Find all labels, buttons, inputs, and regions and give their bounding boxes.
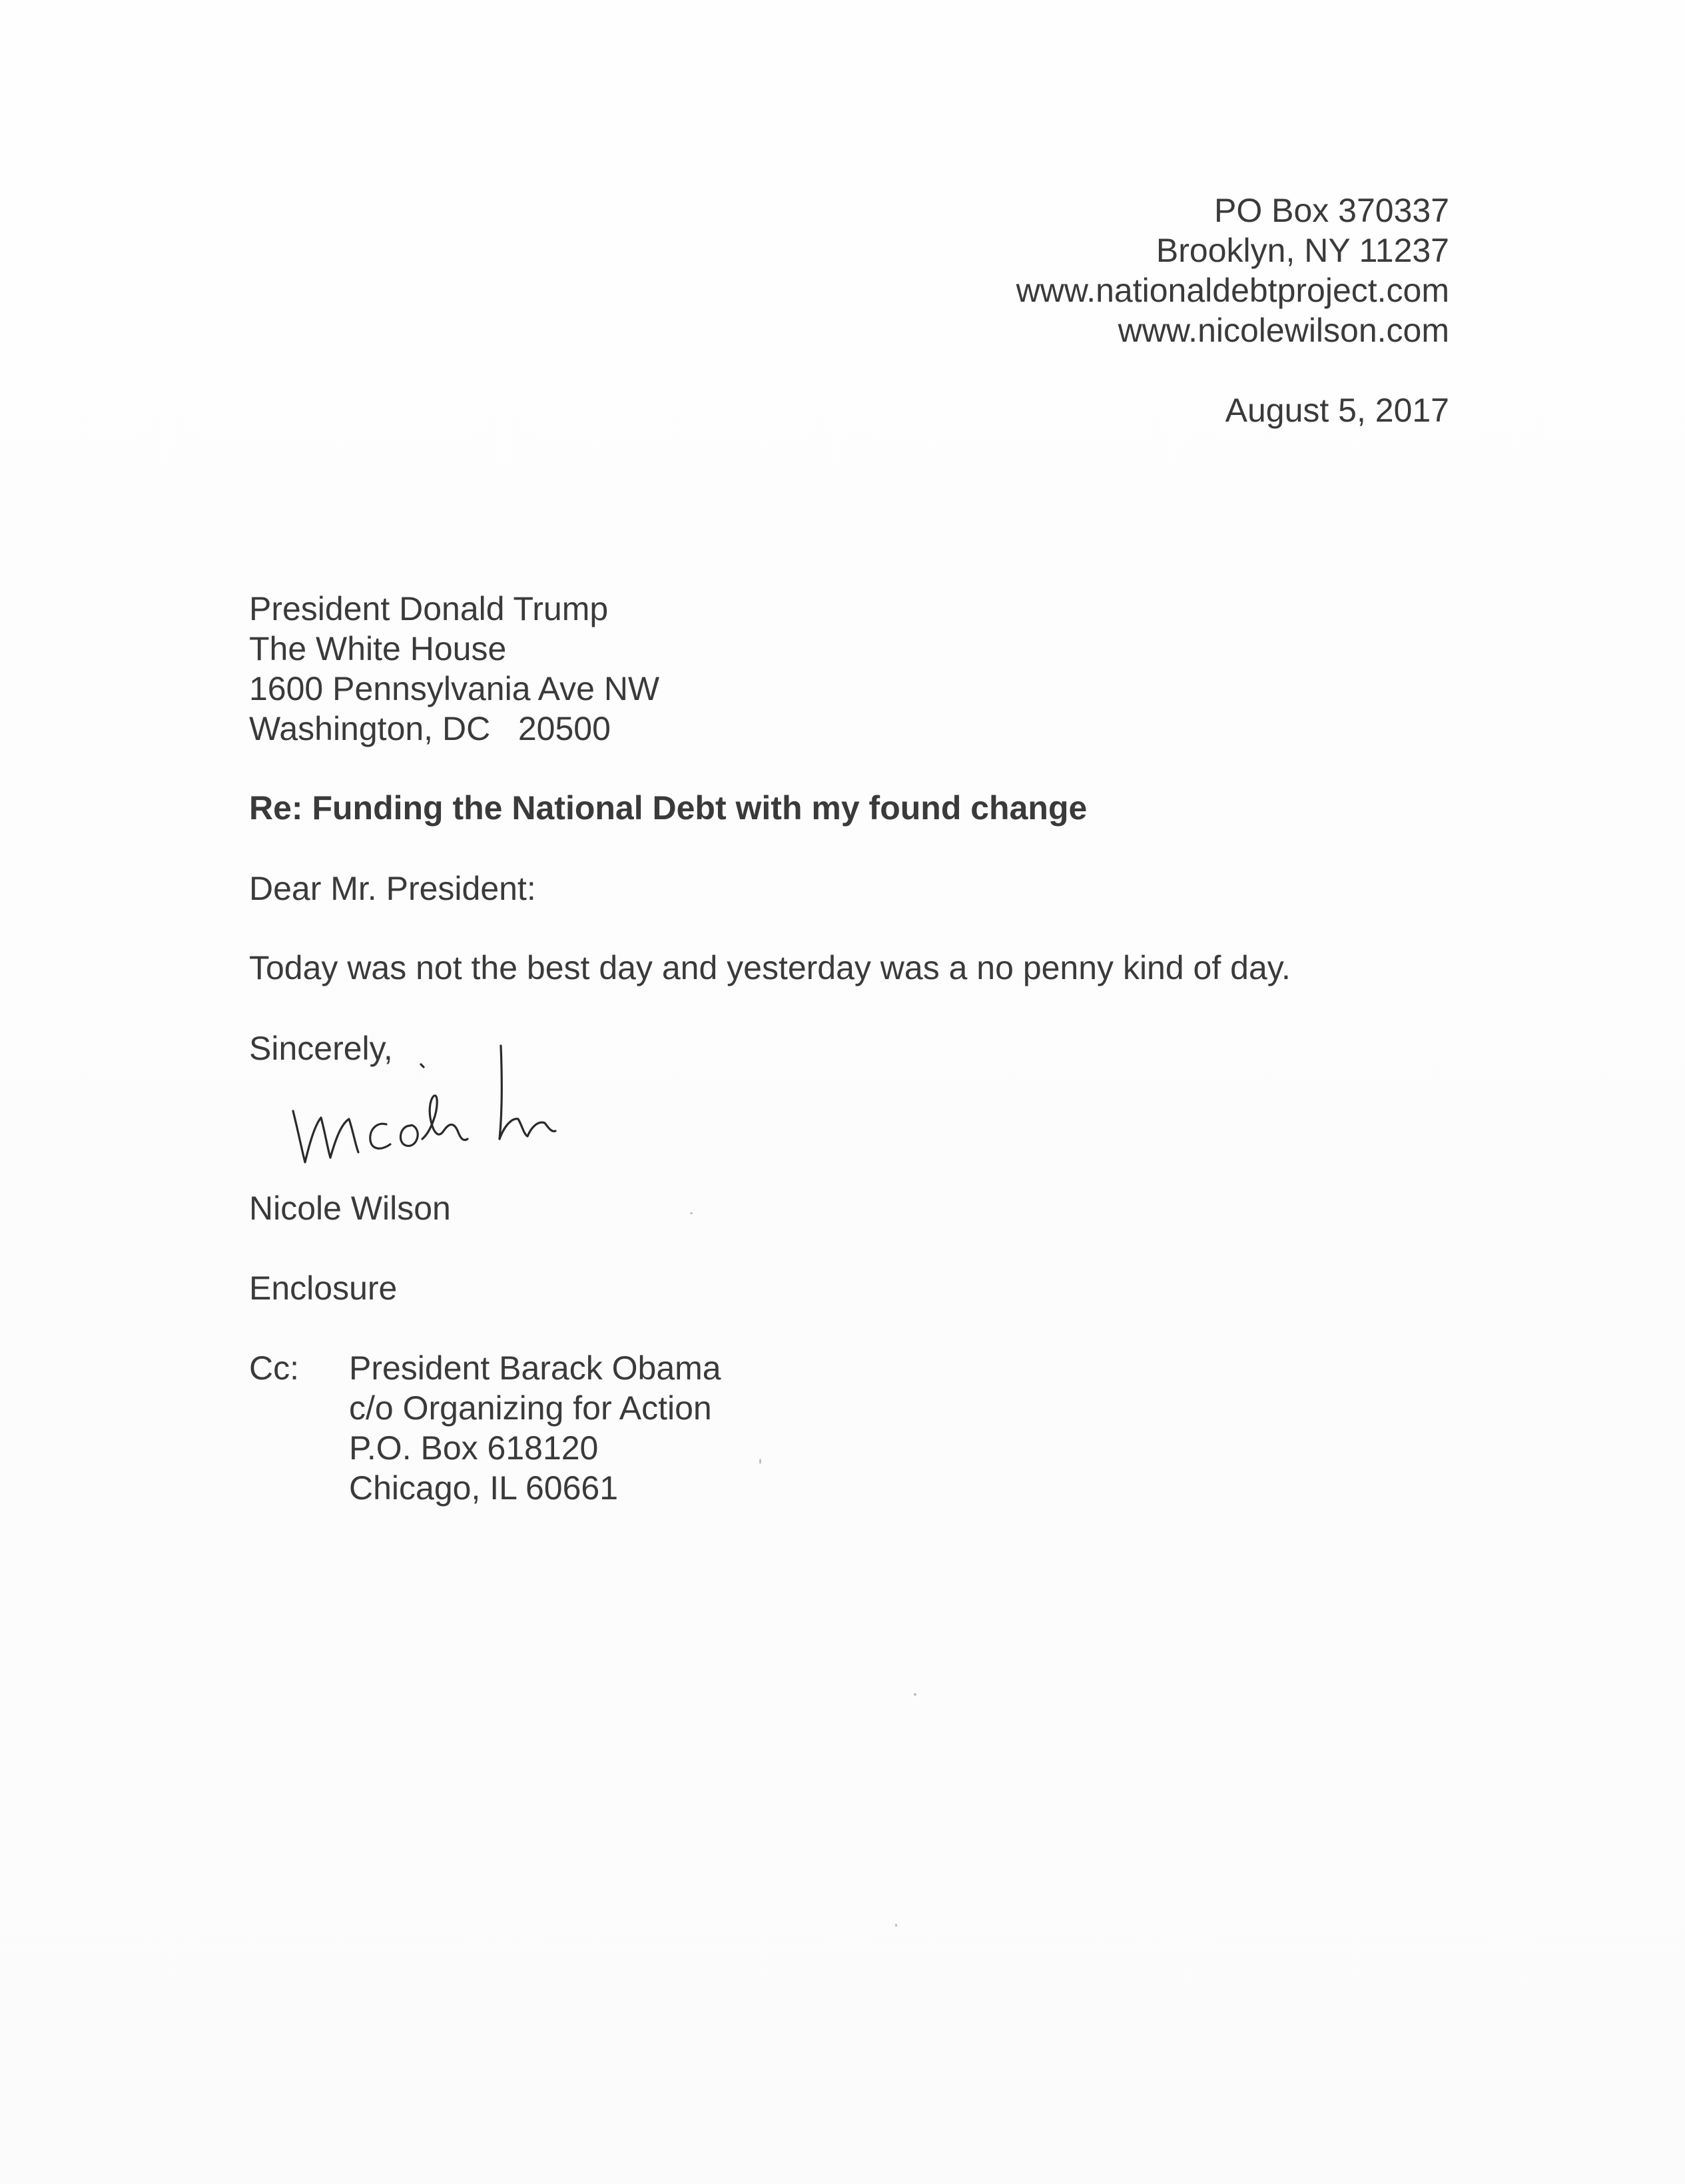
cc-line-3: P.O. Box 618120 (349, 1429, 599, 1467)
handwritten-signature (280, 1039, 626, 1186)
recipient-line-3: 1600 Pennsylvania Ave NW (249, 670, 660, 707)
cc-line-4: Chicago, IL 60661 (349, 1469, 619, 1507)
scan-speck (759, 1459, 761, 1464)
letter-date: August 5, 2017 (1225, 392, 1449, 429)
signer-name: Nicole Wilson (249, 1190, 451, 1227)
cc-address (349, 1348, 721, 1508)
scan-speck (914, 1693, 916, 1696)
enclosure-note: Enclosure (249, 1270, 398, 1307)
subject-line: Re: Funding the National Debt with my found change (249, 789, 1088, 827)
salutation: Dear Mr. President: (249, 870, 536, 907)
scan-speck (895, 1924, 897, 1927)
scan-speck (690, 1212, 693, 1214)
cc-label: Cc: (249, 1349, 299, 1387)
recipient-line-4: Washington, DC 20500 (249, 710, 611, 747)
recipient-address (249, 589, 659, 749)
cc-line-2: c/o Organizing for Action (349, 1389, 712, 1427)
recipient-line-2: The White House (249, 630, 507, 667)
sender-website-2: www.nicolewilson.com (1118, 312, 1449, 349)
recipient-line-1: President Donald Trump (249, 590, 609, 627)
sender-website-1: www.nationaldebtproject.com (1016, 272, 1449, 309)
sender-line-1: PO Box 370337 (1213, 192, 1449, 229)
letter-body: Today was not the best day and yesterday was a no penny kind of day. (249, 949, 1291, 986)
sender-address (1016, 190, 1449, 350)
cc-line-1: President Barack Obama (349, 1349, 721, 1387)
closing: Sincerely, (249, 1030, 393, 1067)
sender-line-2: Brooklyn, NY 11237 (1156, 232, 1449, 269)
